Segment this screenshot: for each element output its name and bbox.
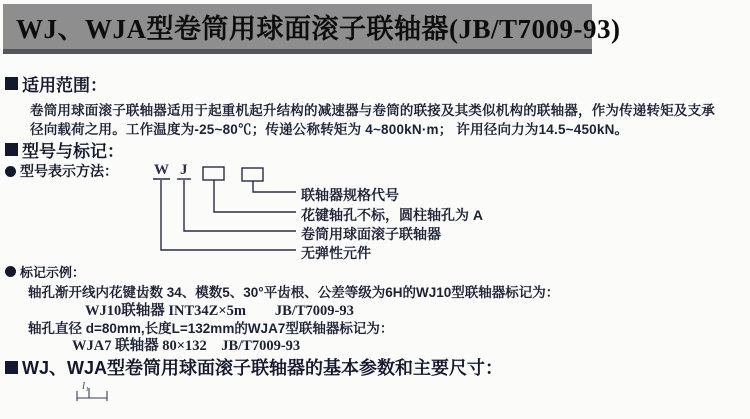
model-heading-label: 型号与标记： (22, 142, 124, 161)
connector-lines (161, 180, 296, 250)
diagram-letter-w: W (154, 162, 169, 178)
subheading-marking-examples (5, 262, 85, 281)
page-title: WJ、WJA型卷筒用球面滚子联轴器(JB/T7009-93) (16, 14, 621, 44)
diagram-label-bore-type: 花键轴孔不标，圆柱轴孔为 A (301, 207, 483, 223)
square-bullet-icon (5, 77, 18, 90)
dot-bullet-icon (5, 266, 16, 277)
scope-paragraph-line-1: 卷筒用球面滚子联轴器适用于起重机起升结构的减速器与卷筒的联接及其类似机构的联轴器，作为传递转矩及支承 (30, 103, 715, 118)
example-1-designation: WJ10联轴器 INT34Z×5m JB/T7009-93 (85, 303, 354, 319)
example-2-designation: WJA7 联轴器 80×132 JB/T7009-93 (72, 338, 301, 354)
code-boxes (203, 167, 263, 181)
scope-paragraph-line-2: 径向载荷之用。工作温度为-25~80℃；传递公称转矩为 4~800kN·m； 许用径向力为14.5~450kN。 (30, 122, 629, 137)
section-heading-model (5, 137, 124, 162)
dimension-label-l1: l₁ (82, 380, 89, 392)
example-2-description: 轴孔直径 d=80mm,长度L=132mm的WJA7型联轴器标记为： (28, 321, 394, 336)
diagram-label-coupling: 卷筒用球面滚子联轴器 (301, 226, 441, 242)
scope-heading-label: 适用范围： (22, 76, 107, 95)
section-heading-parameters (5, 354, 503, 380)
diagram-label-no-elastic: 无弹性元件 (301, 245, 371, 261)
section-heading-scope (5, 71, 107, 96)
diagram-letter-j: J (180, 162, 188, 178)
dot-bullet-icon (5, 166, 16, 177)
code-box-2 (242, 168, 263, 181)
subheading-model-method (5, 161, 118, 181)
square-bullet-icon (5, 361, 18, 374)
code-box-1 (203, 167, 224, 180)
square-bullet-icon (5, 143, 18, 156)
example-1-description: 轴孔渐开线内花键齿数 34、模数5、30°平齿根、公差等级为6H的WJ10型联轴器标记为： (28, 285, 560, 300)
params-heading-label: WJ、WJA型卷筒用球面滚子联轴器的基本参数和主要尺寸： (22, 358, 503, 378)
model-method-label: 型号表示方法： (20, 163, 118, 179)
examples-heading-label: 标记示例： (20, 265, 86, 280)
document-title-bar (3, 4, 621, 54)
diagram-label-spec-code: 联轴器规格代号 (301, 187, 399, 203)
